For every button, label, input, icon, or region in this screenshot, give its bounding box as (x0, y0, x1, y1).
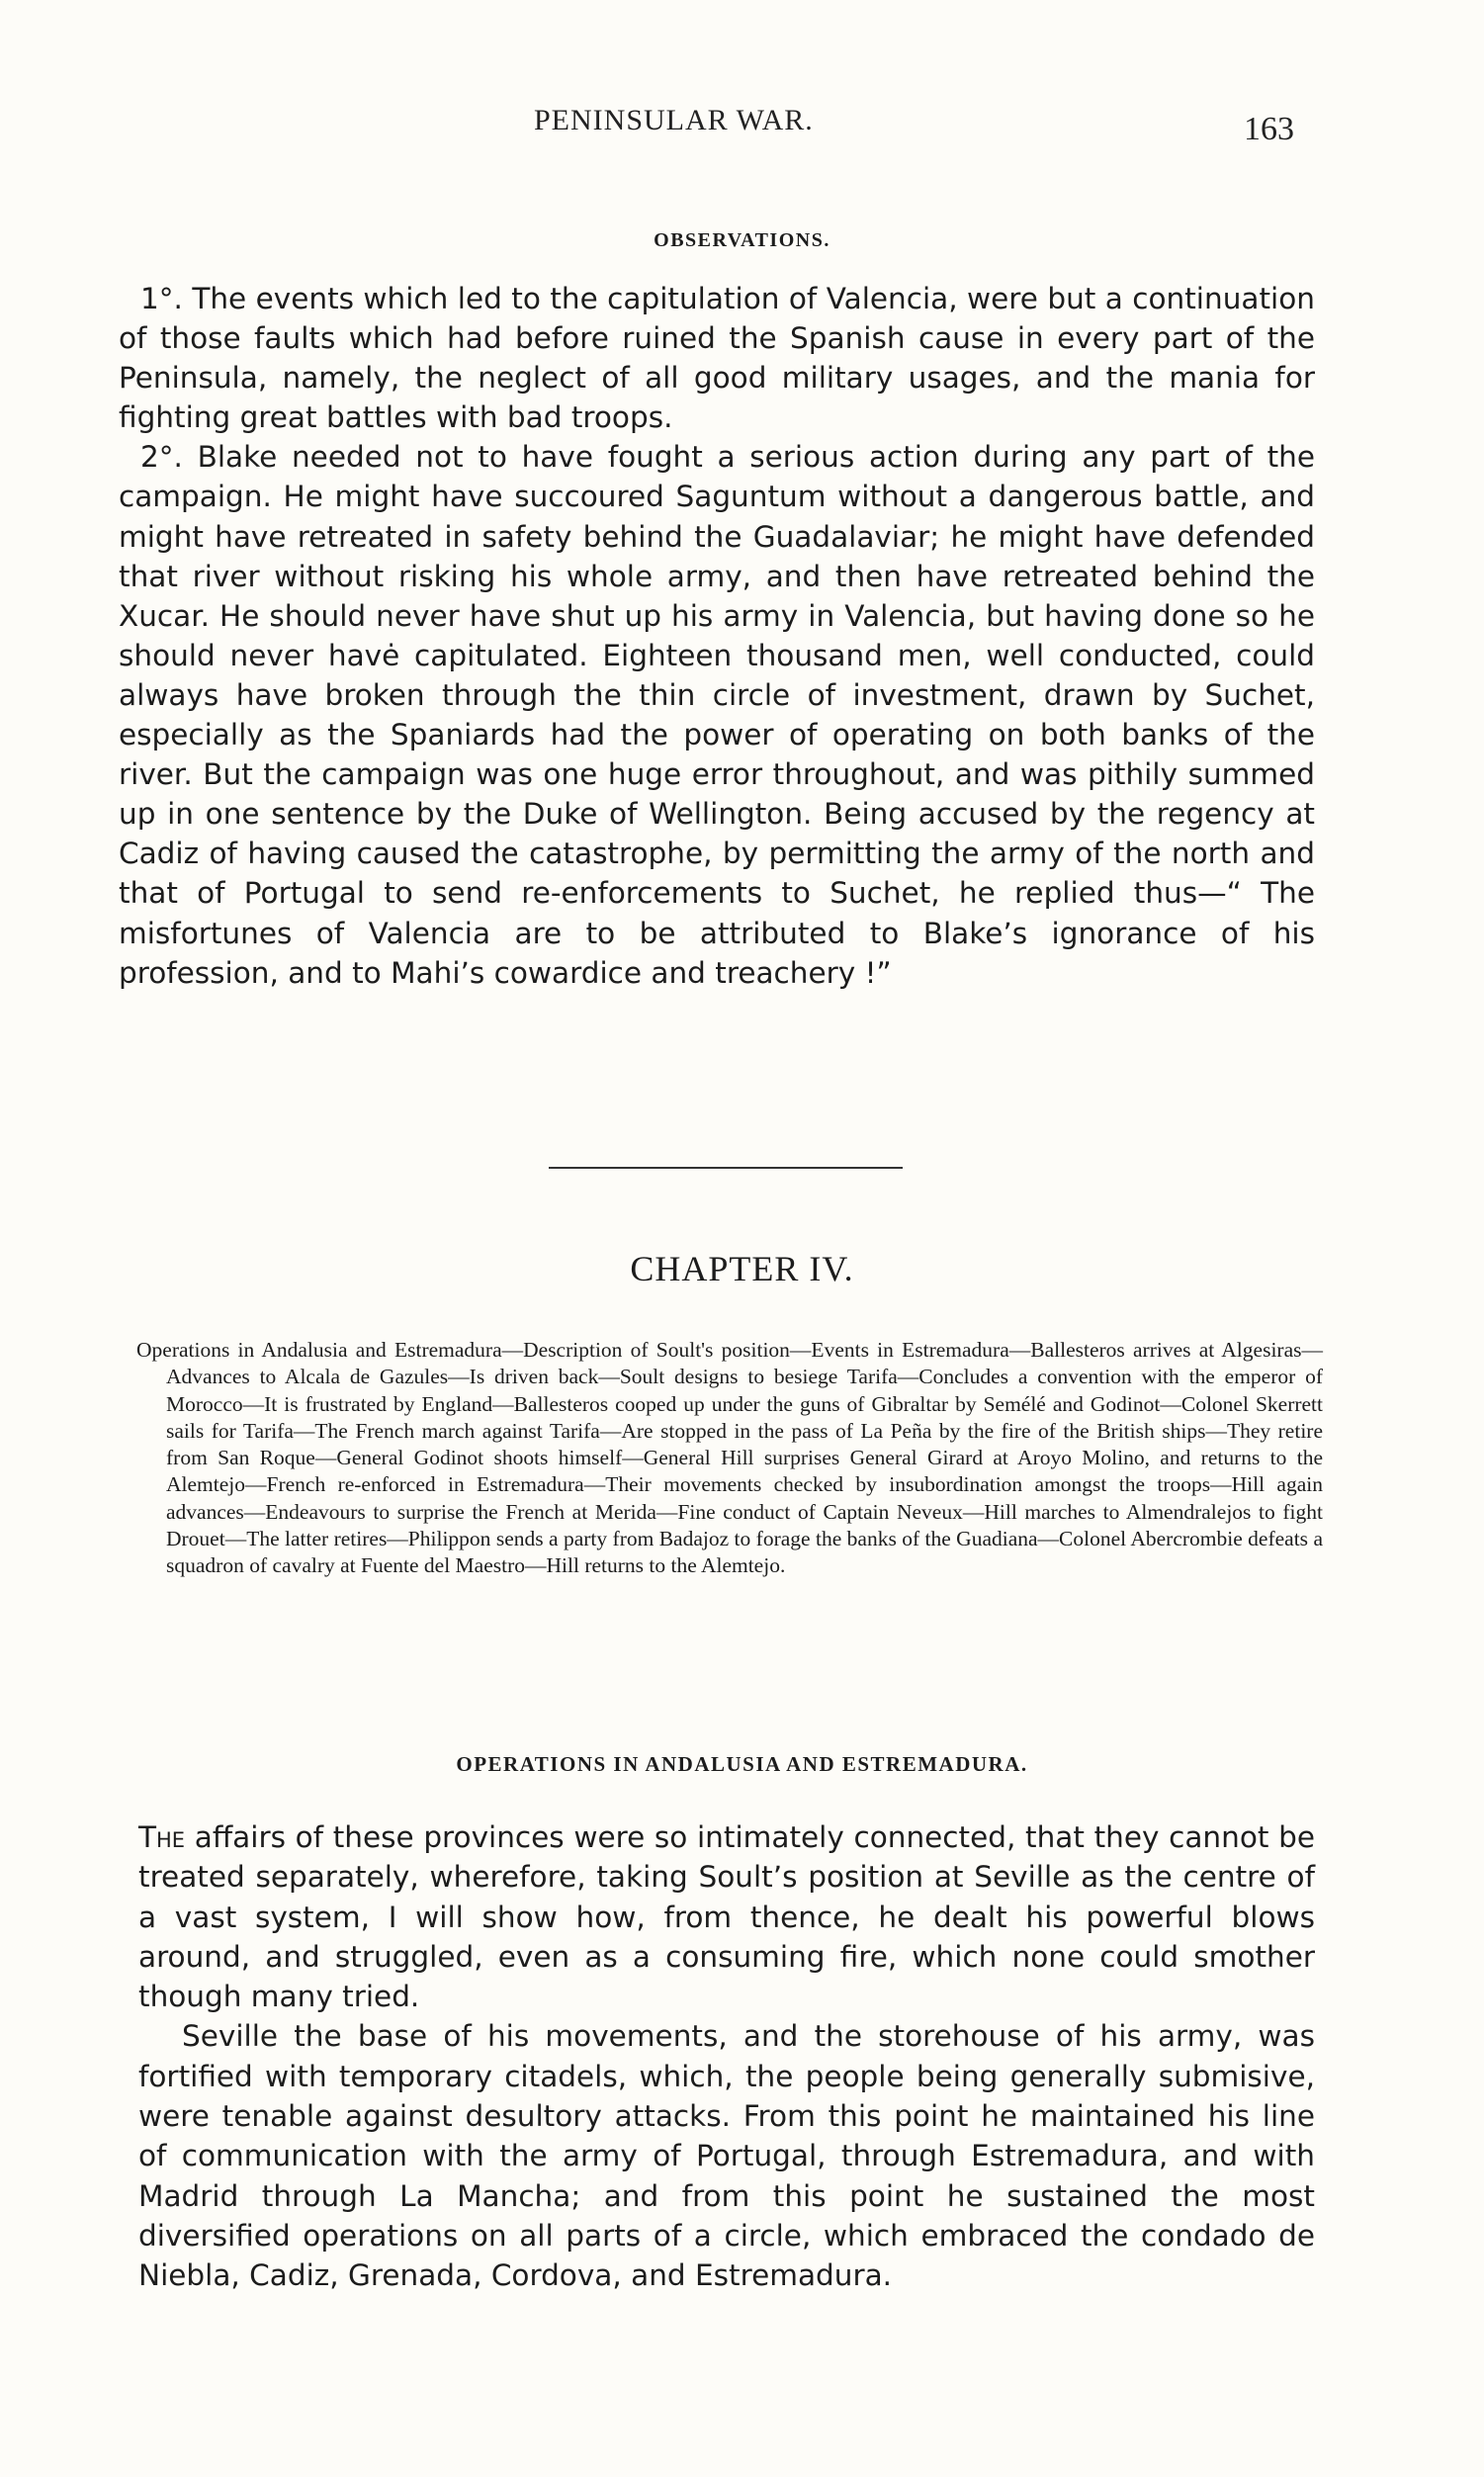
body-paragraph-1-text: affairs of these provinces were so intimately connected, that they cannot be treated separately, wherefore, taking Soult’s position at Seville as the centre of a vast system, I will show how, from thence, he dealt his powerful blows around, and struggled, even as a consuming fire, which none could smother though many tried. (138, 1820, 1315, 2014)
running-head: PENINSULAR WAR. (534, 104, 814, 136)
observations-body (119, 279, 1315, 993)
page-number: 163 (1244, 111, 1294, 147)
lead-word: The (138, 1820, 186, 1854)
main-body (138, 1817, 1315, 2296)
section-heading: OPERATIONS IN ANDALUSIA AND ESTREMADURA. (456, 1752, 1028, 1776)
section-divider (549, 1167, 903, 1169)
observation-paragraph-1: 1°. The events which led to the capitulation of Valencia, were but a continuation of those faults which had before ruined the Spanish cause in every part of the Peninsula, namely, the neglect of all good military usages, and the mania for fighting great battles with bad troops. (119, 282, 1315, 435)
body-paragraph-2: Seville the base of his movements, and the storehouse of his army, was fortified with temporary citadels, which, the people being generally submisive, were tenable against desultory attacks. From this point he maintained his line of communication with the army of Portugal, through Estremadura, and with Madrid through La Mancha; and from this point he sustained the most diversified operations on all parts of a circle, which embraced the condado de Niebla, Cadiz, Grenada, Cordova, and Estremadura. (138, 2019, 1315, 2293)
body-paragraph-1 (138, 1817, 1315, 2016)
chapter-title: CHAPTER IV. (630, 1249, 854, 1288)
chapter-synopsis: Operations in Andalusia and Estremadura—Description of Soult's position—Events in Estremadura—Ballesteros arrives at Algesiras—Advances to Alcala de Gazules—Is driven back—Soult designs to besiege Tarifa—Concludes a convention with the emperor of Morocco—It is frustrated by England—Ballesteros cooped up under the guns of Gibraltar by Semélé and Godinot—Colonel Skerrett sails for Tarifa—The French march against Tarifa—Are stopped in the pass of La Peña by the fire of the British ships—They retire from San Roque—General Godinot shoots himself—General Hill surprises General Girard at Aroyo Molino, and returns to the Alemtejo—French re-enforced in Estremadura—Their movements checked by insubordination amongst the troops—Hill again advances—Endeavours to surprise the French at Merida—Fine conduct of Captain Neveux—Hill marches to Almendralejos to fight Drouet—The latter retires—Philippon sends a party from Badajoz to forage the banks of the Guadiana—Colonel Abercrombie defeats a squadron of cavalry at Fuente del Maestro—Hill returns to the Alemtejo. (136, 1338, 1323, 1578)
observations-heading: OBSERVATIONS. (654, 229, 830, 251)
observation-paragraph-2: 2°. Blake needed not to have fought a serious action during any part of the campaign. He might have succoured Saguntum without a dangerous battle, and might have retreated in safety behind the Guadalaviar; he might have defended that river without risking his whole army, and then have retreated behind the Xucar. He should never have shut up his army in Valencia, but having done so he should never havė capitulated. Eighteen thousand men, well conducted, could always have broken through the thin circle of investment, drawn by Suchet, especially as the Spaniards had the power of operating on both banks of the river. But the campaign was one huge error throughout, and was pithily summed up in one sentence by the Duke of Wellington. Being accused by the regency at Cadiz of having caused the catastrophe, by permitting the army of the north and that of Portugal to send re-enforcements to Suchet, he replied thus—“ The misfortunes of Valencia are to be attributed to Blake’s ignorance of his profession, and to Mahi’s cowardice and treachery !” (119, 440, 1315, 990)
